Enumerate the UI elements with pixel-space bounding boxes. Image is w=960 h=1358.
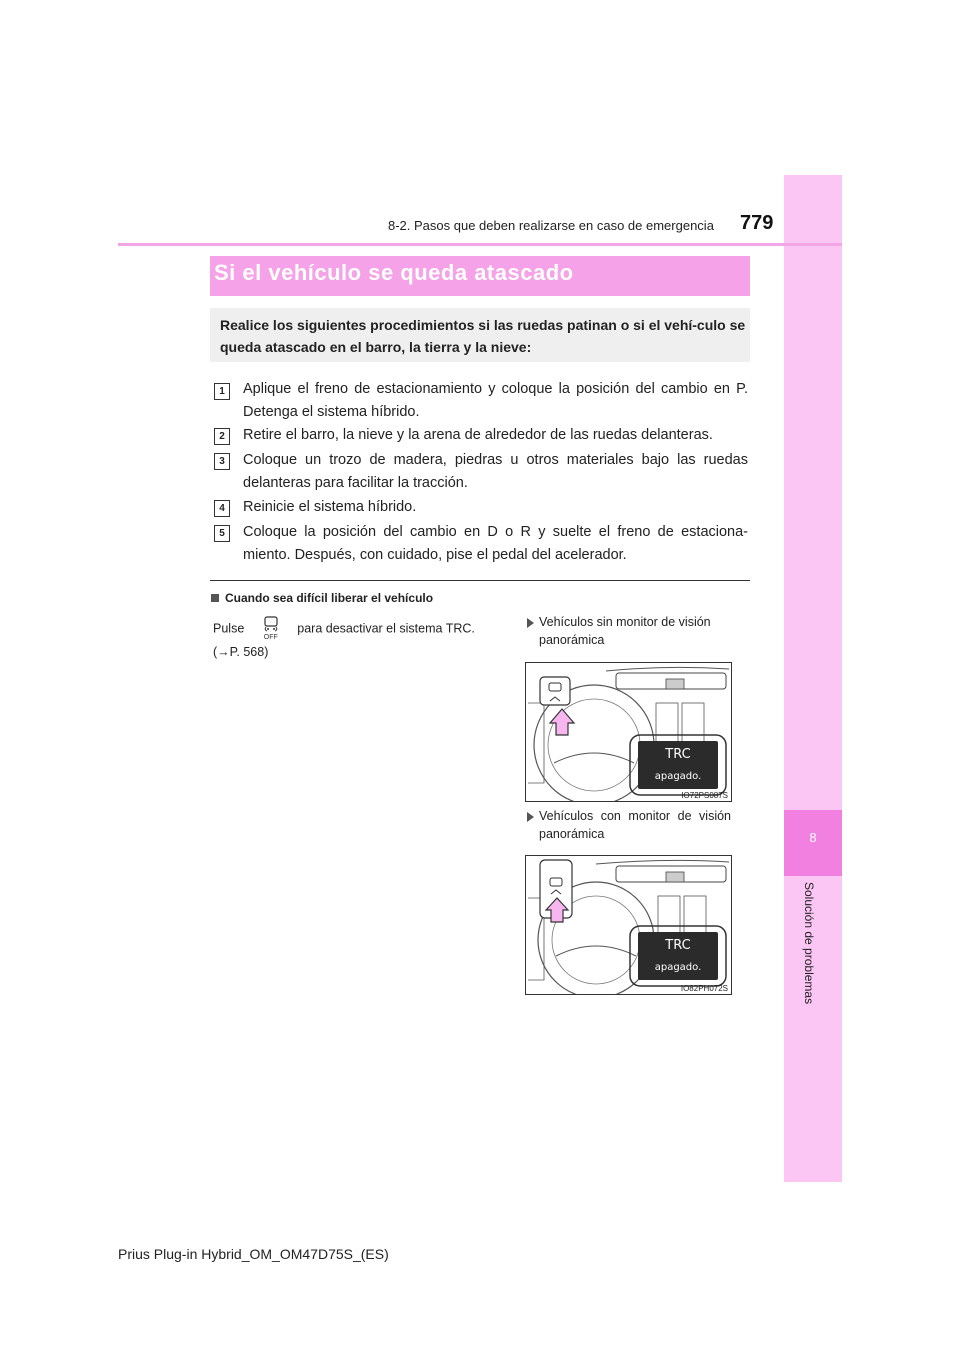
figure-code-1: IO72PS087S (681, 791, 728, 800)
step-number-4: 4 (214, 500, 230, 517)
pulse-after-text: para desactivar el sistema TRC. (297, 621, 475, 636)
step-number-2: 2 (214, 428, 230, 445)
dashboard-illustration-1 (526, 663, 731, 801)
step-text-1: Aplique el freno de estacionamiento y coloque la posición del cambio en P. Detenga el sistema híbrido. (243, 381, 748, 420)
header-section-title: 8-2. Pasos que deben realizarse en caso de emergencia (388, 218, 714, 233)
intro-text: Realice los siguientes procedimientos si las ruedas patinan o si el vehí-culo se queda atascado en el barro, la tierra y la nieve: (220, 317, 746, 355)
step-text-4: Reinicie el sistema híbrido. (243, 499, 417, 515)
step-number-1: 1 (214, 383, 230, 400)
page-title: Si el vehículo se queda atascado (214, 260, 574, 285)
display-line1-2: TRC (665, 938, 691, 953)
variant-label-1: Vehículos sin monitor de visión panorámica (539, 615, 711, 647)
variant-label-2: Vehículos con monitor de visión panorámica (539, 809, 731, 841)
display-line2-1: apagado. (654, 771, 702, 782)
dashboard-illustration-2 (526, 856, 731, 994)
step-number-5: 5 (214, 525, 230, 542)
trc-off-icon-label: OFF (263, 634, 278, 641)
page-number: 779 (740, 212, 774, 234)
display-line2-2: apagado. (654, 962, 702, 973)
display-line1-1: TRC (665, 747, 691, 762)
footer-document-id: Prius Plug-in Hybrid_OM_OM47D75S_(ES) (118, 1246, 389, 1262)
figure-dashboard-2 (525, 855, 732, 995)
section-divider (210, 580, 750, 581)
step-text-2: Retire el barro, la nieve y la arena de alrededor de las ruedas delanteras. (243, 427, 713, 443)
triangle-bullet-icon (527, 812, 534, 822)
side-tab-label: Solución de problemas (802, 882, 816, 1005)
figure-code-2: IO82PH072S (680, 984, 728, 993)
step-text-3: Coloque un trozo de madera, piedras u otros materiales bajo las ruedas delanteras para facilitar la tracción. (243, 452, 748, 491)
triangle-bullet-icon (527, 618, 534, 628)
step-text-5: Coloque la posición del cambio en D o R y suelte el freno de estaciona-miento. Después, con cuidado, pise el pedal del acelerador. (243, 524, 748, 563)
figure-dashboard-1 (525, 662, 732, 802)
header-rule (118, 243, 842, 246)
pulse-before-text: Pulse (213, 621, 245, 636)
pulse-instruction (213, 615, 509, 643)
subsection-heading: Cuando sea difícil liberar el vehículo (225, 591, 434, 605)
page-reference: (→P. 568) (213, 645, 269, 659)
bullet-square-icon (211, 594, 219, 602)
chapter-number: 8 (809, 830, 817, 845)
trc-off-button-icon (256, 615, 286, 643)
step-number-3: 3 (214, 453, 230, 470)
side-tab (784, 175, 842, 1182)
